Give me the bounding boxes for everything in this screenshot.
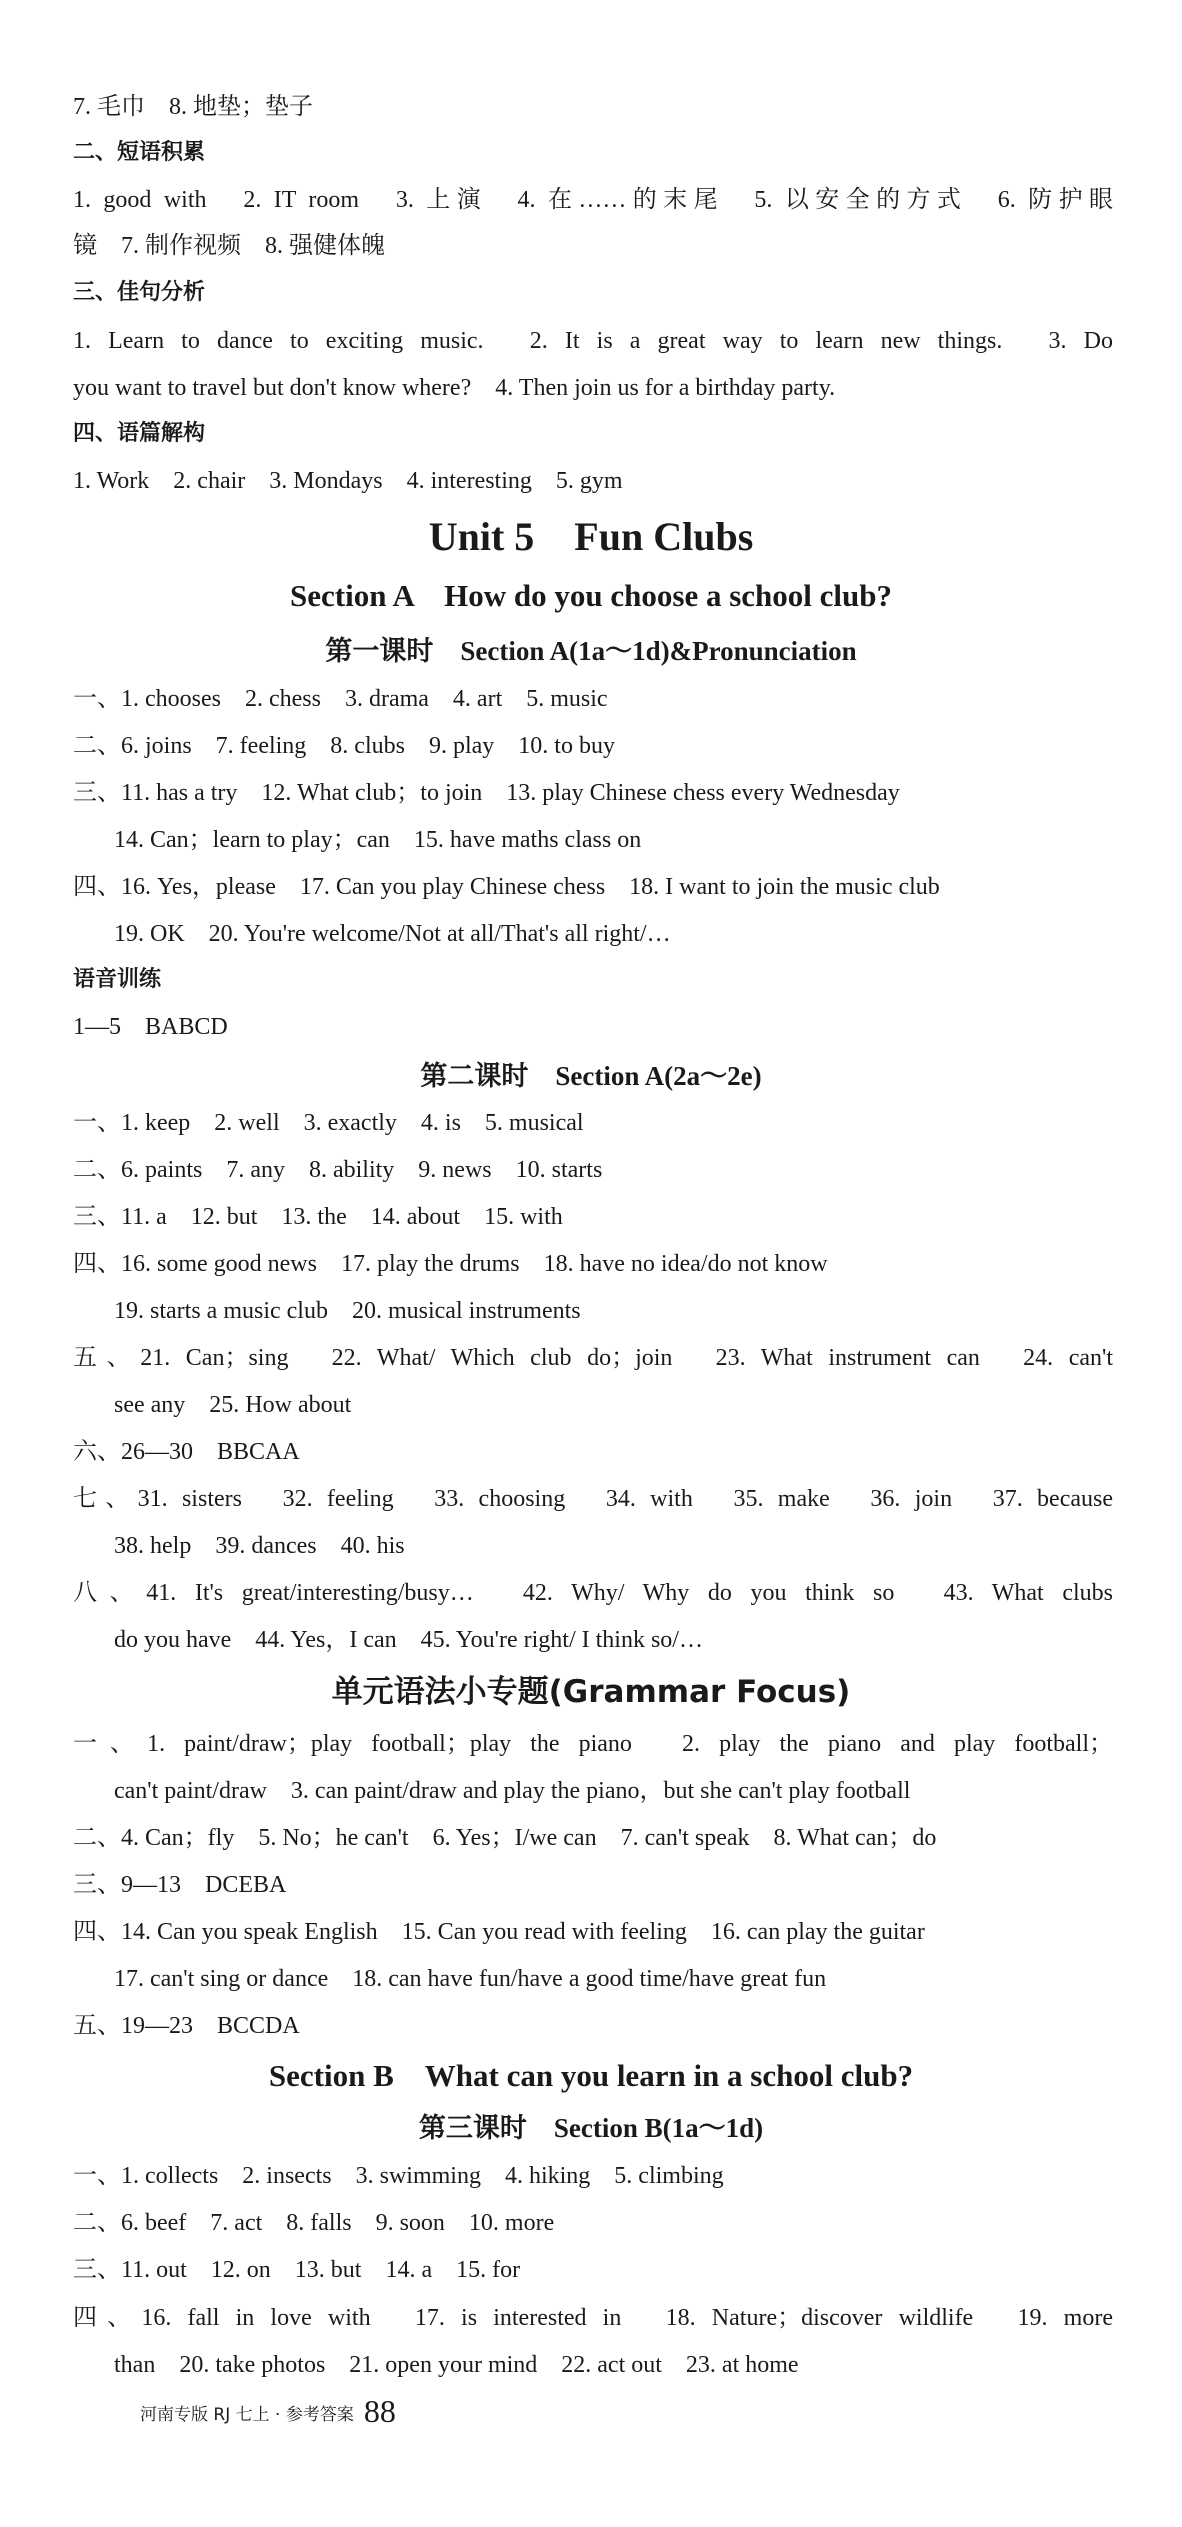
answer-line: 六、26—30 BBCAA — [73, 1439, 300, 1465]
answer-line: can't paint/draw 3. can paint/draw and play the piano，but she can't play football — [114, 1778, 911, 1804]
answer-line: than 20. take photos 21. open your mind 22. act out 23. at home — [114, 2352, 799, 2378]
section-heading: 四、语篇解构 — [73, 421, 206, 446]
answer-line: 八、41. It's great/interesting/busy… 42. Why/ Why do you think so 43. What clubs — [73, 1580, 1113, 1606]
page-number: 88 — [363, 2393, 396, 2429]
answer-line: 三、11. has a try 12. What club；to join 13. play Chinese chess every Wednesday — [73, 780, 900, 806]
text-line: 1. good with 2. IT room 3. 上演 4. 在……的末尾 5. 以安全的方式 6. 防护眼 — [73, 187, 1113, 213]
answer-line: 四、16. Yes，please 17. Can you play Chinese chess 18. I want to join the music club — [73, 874, 940, 900]
answer-line: 14. Can；learn to play；can 15. have maths class on — [114, 827, 642, 853]
answer-line: 一、1. paint/draw；play football；play the piano 2. play the piano and play football； — [73, 1731, 1113, 1757]
answer-line: 一、1. collects 2. insects 3. swimming 4. hiking 5. climbing — [73, 2163, 724, 2189]
answer-line: 二、6. paints 7. any 8. ability 9. news 10. starts — [73, 1157, 603, 1183]
answer-line: 38. help 39. dances 40. his — [114, 1533, 405, 1559]
answer-line: 三、9—13 DCEBA — [73, 1872, 287, 1898]
section-heading: 语音训练 — [73, 967, 162, 992]
answer-line: 二、6. joins 7. feeling 8. clubs 9. play 10. to buy — [73, 733, 615, 759]
answer-line: 一、1. chooses 2. chess 3. drama 4. art 5. music — [73, 686, 608, 712]
text-line: 1. Work 2. chair 3. Mondays 4. interesting 5. gym — [73, 468, 623, 494]
answer-line: 二、6. beef 7. act 8. falls 9. soon 10. more — [73, 2210, 555, 2236]
page-footer — [140, 2388, 396, 2434]
answer-line: 17. can't sing or dance 18. can have fun/have a good time/have great fun — [114, 1966, 827, 1992]
answer-line: 四、16. fall in love with 17. is interested in 18. Nature；discover wildlife 19. more — [73, 2305, 1113, 2331]
answer-line: see any 25. How about — [114, 1392, 352, 1418]
answer-line: 四、16. some good news 17. play the drums 18. have no idea/do not know — [73, 1251, 828, 1277]
section-a-title: Section A How do you choose a school club? — [290, 578, 892, 613]
text-line: 镜 7. 制作视频 8. 强健体魄 — [73, 233, 385, 259]
text-line: you want to travel but don't know where? 4. Then join us for a birthday party. — [73, 375, 836, 401]
answer-line: 五、21. Can；sing 22. What/ Which club do；join 23. What instrument can 24. can't — [73, 1345, 1113, 1371]
answer-line: 七、31. sisters 32. feeling 33. choosing 34. with 35. make 36. join 37. because — [73, 1486, 1113, 1512]
section-heading: 三、佳句分析 — [73, 280, 206, 305]
section-heading: 二、短语积累 — [73, 140, 206, 165]
unit-title: Unit 5 Fun Clubs — [428, 514, 754, 559]
answer-line: do you have 44. Yes，I can 45. You're right/ I think so/… — [114, 1627, 703, 1653]
answer-line: 三、11. a 12. but 13. the 14. about 15. with — [73, 1204, 563, 1230]
lesson-2-title: 第二课时 Section A(2a～2e) — [420, 1061, 762, 1091]
answer-line: 19. starts a music club 20. musical instruments — [114, 1298, 581, 1324]
answer-line: 一、1. keep 2. well 3. exactly 4. is 5. musical — [73, 1110, 584, 1136]
answer-line: 19. OK 20. You're welcome/Not at all/That's all right/… — [114, 921, 671, 947]
answer-line: 1—5 BABCD — [73, 1014, 228, 1040]
lesson-3-title: 第三课时 Section B(1a～1d) — [418, 2113, 764, 2143]
text-line: 1. Learn to dance to exciting music. 2. It is a great way to learn new things. 3. Do — [73, 328, 1113, 354]
lesson-1-title: 第一课时 Section A(1a～1d)&Pronunciation — [325, 636, 857, 666]
section-b-title: Section B What can you learn in a school club? — [268, 2058, 914, 2093]
answer-line: 四、14. Can you speak English 15. Can you read with feeling 16. can play the guitar — [73, 1919, 925, 1945]
text-line: 7. 毛巾 8. 地垫；垫子 — [73, 94, 313, 120]
answer-line: 三、11. out 12. on 13. but 14. a 15. for — [73, 2257, 521, 2283]
footer-label: 河南专版 RJ 七上 · 参考答案 — [140, 2405, 354, 2425]
answer-line: 五、19—23 BCCDA — [73, 2013, 300, 2039]
grammar-focus-title: 单元语法小专题(Grammar Focus) — [331, 1674, 851, 1710]
answer-line: 二、4. Can；fly 5. No；he can't 6. Yes；I/we can 7. can't speak 8. What can；do — [73, 1825, 937, 1851]
